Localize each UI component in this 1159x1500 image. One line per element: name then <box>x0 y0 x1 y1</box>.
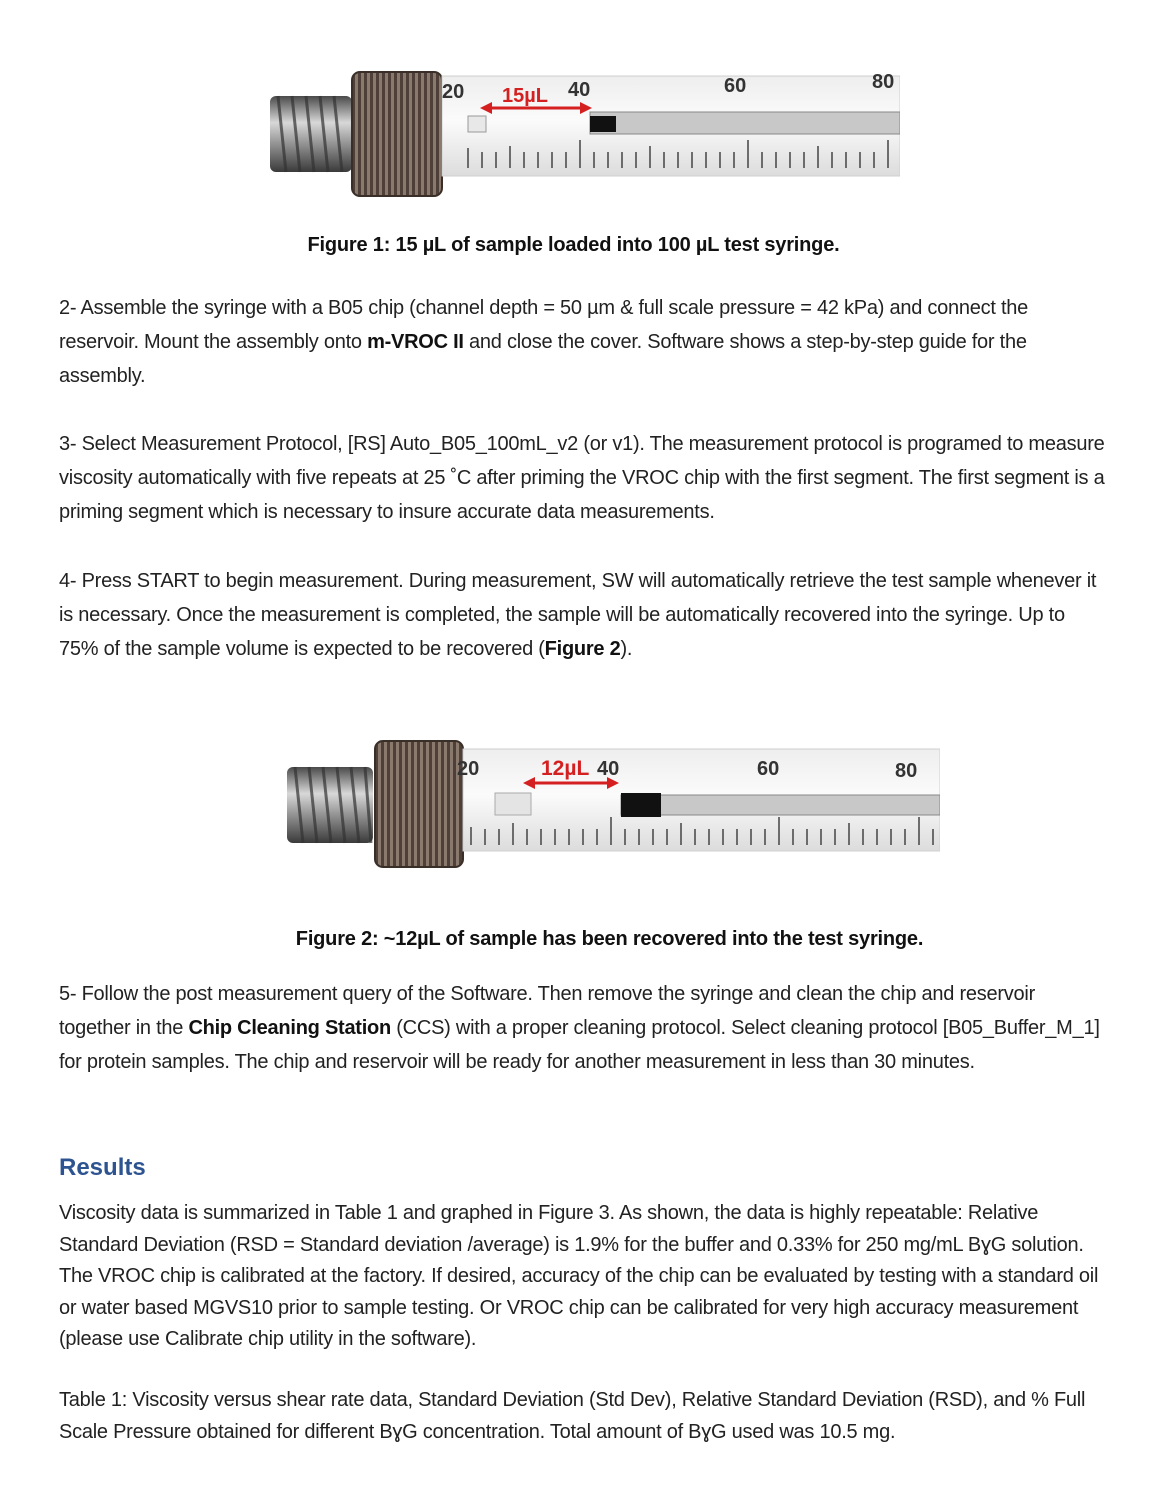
scale-label-80: 80 <box>872 71 895 93</box>
scale-label-60: 60 <box>757 758 780 780</box>
figure-1-caption: Figure 1: 15 µL of sample loaded into 100 µL test syringe. <box>307 234 840 256</box>
step-4-paragraph: 4- Press START to begin measurement. During measurement, SW will automatically retrieve the test sample whenever it is necessary. Once the measurement is completed, the sample will be automatically recovered into the syringe. Up to 75% of the sample volume is expected to be recovered (Figure 2). <box>59 570 1097 660</box>
scale-label-80: 80 <box>895 760 918 782</box>
scale-label-40: 40 <box>568 79 591 101</box>
scale-label-20: 20 <box>457 758 480 780</box>
step-3-paragraph: 3- Select Measurement Protocol, [RS] Auto_B05_100mL_v2 (or v1). The measurement protocol is programed to measure viscosity automatically with five repeats at 25 ˚C after priming the VROC chip with the first segment. The first segment is a priming segment which is necessary to insure accurate data measurements. <box>59 433 1105 523</box>
volume-marker-label: 12µL <box>541 757 590 780</box>
figure-2-caption: Figure 2: ~12µL of sample has been recovered into the test syringe. <box>295 928 924 950</box>
product-name: m-VROC II <box>367 331 464 353</box>
results-heading: Results <box>59 1154 146 1181</box>
results-paragraph: Viscosity data is summarized in Table 1 and graphed in Figure 3. As shown, the data is highly repeatable: Relative Standard Deviation (RSD = Standard deviation /average) is 1.9% for the buffer and 0.33% for 250 mg/mL BɣG solution. The VROC chip is calibrated at the factory. If desired, accuracy of the chip can be evaluated by testing with a standard oil or water based MGVS10 prior to sample testing. Or VROC chip can be calibrated for very high accuracy measurement (please use Calibrate chip utility in the software). <box>59 1202 1099 1350</box>
chip-cleaning-station: Chip Cleaning Station <box>188 1017 391 1039</box>
table-1-caption: Table 1: Viscosity versus shear rate data, Standard Deviation (Std Dev), Relative Standard Deviation (RSD), and % Full Scale Pressure obtained for different BɣG concentration. Total amount of BɣG used was 10.5 mg. <box>59 1389 1086 1443</box>
scale-label-40: 40 <box>597 758 620 780</box>
figure-2-syringe-image <box>285 737 940 872</box>
volume-marker-label: 15µL <box>502 85 548 107</box>
step-2-paragraph: 2- Assemble the syringe with a B05 chip (channel depth = 50 µm & full scale pressure = 42 kPa) and connect the reservoir. Mount the assembly onto m-VROC II and close the cover. Software shows a step-by-step guide for the assembly. <box>59 297 1029 387</box>
scale-label-20: 20 <box>442 81 465 103</box>
step-5-paragraph: 5- Follow the post measurement query of the Software. Then remove the syringe and clean the chip and reservoir together in the Chip Cleaning Station (CCS) with a proper cleaning protocol. Select cleaning protocol [B05_Buffer_M_1] for protein samples. The chip and reservoir will be ready for another measurement in less than 30 minutes. <box>59 983 1100 1073</box>
figure-1-syringe-image <box>268 68 900 200</box>
scale-label-60: 60 <box>724 75 747 97</box>
figure-2-reference: Figure 2 <box>544 638 621 660</box>
